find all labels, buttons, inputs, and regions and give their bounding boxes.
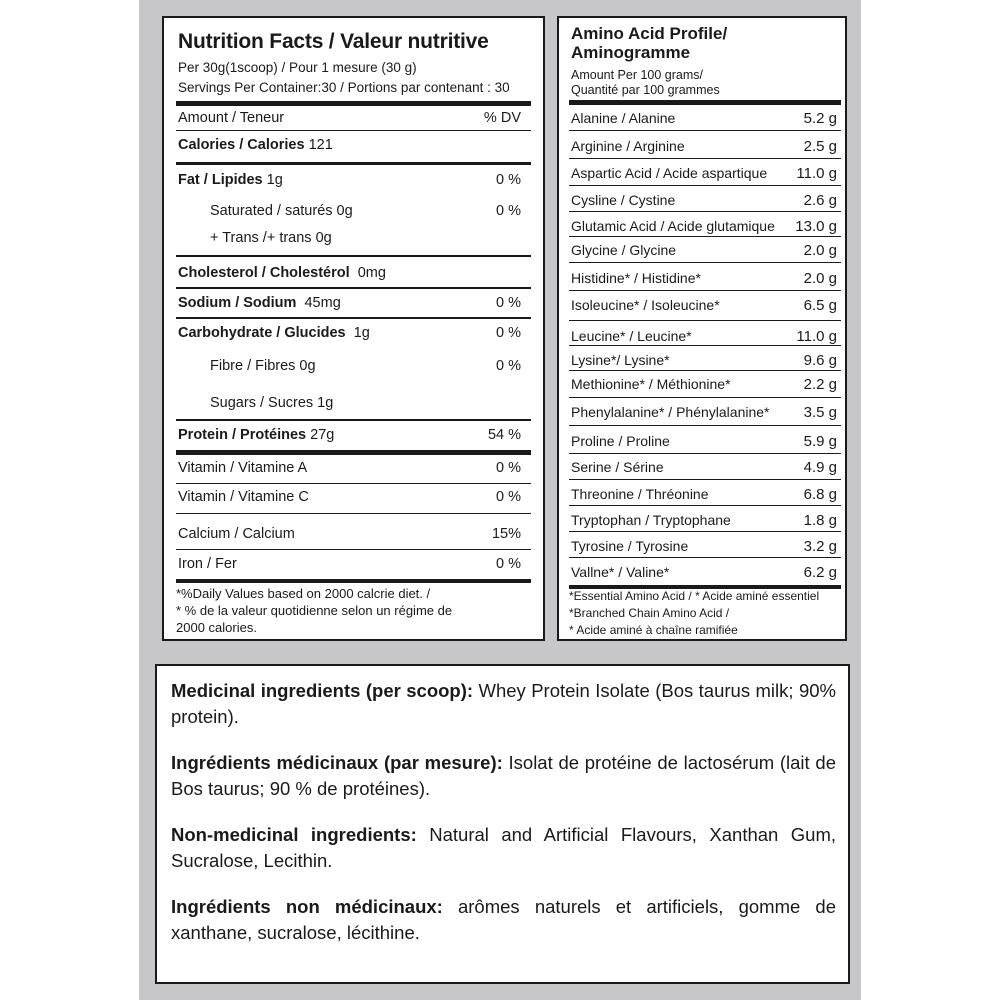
fat-row bbox=[178, 172, 521, 188]
amino-row bbox=[571, 165, 837, 182]
amino-row bbox=[571, 110, 837, 127]
amino-row bbox=[571, 538, 837, 555]
amino-name: Alanine / Alanine bbox=[571, 110, 676, 126]
amino-subtitle-line: Quantité par 100 grammes bbox=[571, 83, 720, 97]
protein-label: Protein / Protéines bbox=[178, 427, 307, 443]
sodium-dv: 0 % bbox=[496, 295, 521, 311]
calcium-row bbox=[178, 526, 521, 542]
rule bbox=[176, 513, 531, 514]
fibre-label: Fibre / Fibres 0g bbox=[210, 358, 316, 374]
amino-name: Threonine / Thréonine bbox=[571, 486, 709, 502]
carb-value: 1g bbox=[353, 325, 370, 341]
protein-dv: 54 % bbox=[487, 427, 521, 443]
iron-dv: 0 % bbox=[496, 556, 521, 572]
amino-row bbox=[571, 270, 837, 287]
rule bbox=[176, 317, 531, 319]
amino-name: Arginine / Arginine bbox=[571, 138, 685, 154]
protein-row bbox=[178, 427, 521, 443]
amino-row bbox=[571, 192, 837, 209]
ingredient-text: Whey Protein Isolate (Bos taurus milk; 90% protein). bbox=[171, 680, 836, 727]
amino-value: 2.0 g bbox=[803, 242, 837, 259]
ingredients-panel bbox=[155, 664, 850, 984]
nutrition-facts-panel bbox=[162, 16, 545, 641]
servings-per-container: Servings Per Container:30 / Portions par contenant : 30 bbox=[178, 80, 510, 95]
amino-name: Phenylalanine* / Phénylalanine* bbox=[571, 404, 770, 420]
amino-name: Vallne* / Valine* bbox=[571, 564, 670, 580]
amino-value: 3.2 g bbox=[803, 538, 837, 555]
amino-row bbox=[571, 459, 837, 476]
amino-name: Aspartic Acid / Acide aspartique bbox=[571, 165, 768, 181]
footnote-line: 2000 calories. bbox=[176, 620, 257, 635]
saturated-label: Saturated / saturés 0g bbox=[210, 203, 353, 219]
rule bbox=[569, 290, 841, 291]
ingredient-label: Ingrédients non médicinaux: bbox=[171, 896, 443, 917]
header-amount: Amount / Teneur bbox=[178, 110, 285, 126]
carb-dv: 0 % bbox=[496, 325, 521, 341]
amino-value: 11.0 g bbox=[796, 165, 837, 182]
footnote-line: *Essential Amino Acid / * Acide aminé essentiel bbox=[569, 589, 820, 603]
header-row bbox=[178, 110, 521, 126]
amino-value: 2.5 g bbox=[803, 138, 837, 155]
amino-row bbox=[571, 433, 837, 450]
amino-value: 2.6 g bbox=[803, 192, 837, 209]
rule bbox=[569, 236, 841, 237]
vita-label: Vitamin / Vitamine A bbox=[178, 460, 308, 476]
amino-subtitle bbox=[571, 68, 720, 98]
amino-name: Methionine* / Méthionine* bbox=[571, 376, 731, 392]
cholesterol-label: Cholesterol / Cholestérol bbox=[178, 265, 350, 281]
header-dv: % DV bbox=[483, 110, 521, 126]
amino-value: 11.0 g bbox=[796, 328, 837, 345]
rule bbox=[569, 479, 841, 480]
rule bbox=[176, 255, 531, 257]
calories-label: Calories / Calories bbox=[178, 137, 305, 153]
amino-value: 13.0 g bbox=[795, 218, 837, 235]
rule bbox=[569, 397, 841, 398]
calories-value: 121 bbox=[308, 137, 333, 153]
ingredient-label: Medicinal ingredients (per scoop): bbox=[171, 680, 474, 701]
calcium-label: Calcium / Calcium bbox=[178, 526, 295, 542]
amino-row bbox=[571, 404, 837, 421]
amino-name: Isoleucine* / Isoleucine* bbox=[571, 297, 720, 313]
iron-row bbox=[178, 556, 521, 572]
amino-value: 6.2 g bbox=[803, 564, 837, 581]
ingredient-label: Non-medicinal ingredients: bbox=[171, 824, 417, 845]
footnote-line: *%Daily Values based on 2000 calcrie diet. / bbox=[176, 586, 431, 601]
rule bbox=[569, 531, 841, 532]
amino-row bbox=[571, 564, 837, 581]
rule bbox=[176, 549, 531, 550]
sugars-row bbox=[210, 395, 521, 411]
amino-title-line: Amino Acid Profile/ bbox=[571, 24, 728, 43]
amino-footnote bbox=[569, 588, 841, 639]
fibre-row bbox=[210, 358, 521, 374]
vitc-dv: 0 % bbox=[496, 489, 521, 505]
amino-name: Glutamic Acid / Acide glutamique bbox=[571, 218, 775, 234]
rule bbox=[569, 185, 841, 186]
medicinal-ingredients-fr bbox=[171, 750, 836, 802]
cholesterol-value: 0mg bbox=[357, 265, 386, 281]
iron-label: Iron / Fer bbox=[178, 556, 237, 572]
rule bbox=[176, 419, 531, 421]
ingredient-text: Natural and Artificial Flavours, Xanthan Gum, Sucralose, Lecithin. bbox=[171, 824, 837, 871]
amino-title-line: Aminogramme bbox=[571, 43, 691, 62]
vitamin-a-row bbox=[178, 460, 521, 476]
footnote-line: *Branched Chain Amino Acid / bbox=[569, 606, 730, 620]
amino-row bbox=[571, 352, 837, 369]
amino-row bbox=[571, 376, 837, 393]
amino-name: Serine / Sérine bbox=[571, 459, 664, 475]
fat-label: Fat / Lipides bbox=[178, 172, 263, 188]
calories-row bbox=[178, 137, 521, 153]
trans-label: + Trans /+ trans 0g bbox=[210, 230, 332, 246]
thick-rule bbox=[176, 450, 531, 455]
rule bbox=[569, 345, 841, 346]
amino-row bbox=[571, 242, 837, 259]
rule bbox=[176, 162, 531, 165]
rule bbox=[569, 425, 841, 426]
nutrition-title: Nutrition Facts / Valeur nutritive bbox=[178, 30, 489, 53]
sodium-label: Sodium / Sodium bbox=[178, 295, 297, 311]
amino-name: Glycine / Glycine bbox=[571, 242, 677, 258]
rule bbox=[569, 370, 841, 371]
amino-name: Proline / Proline bbox=[571, 433, 670, 449]
amino-name: Histidine* / Histidine* bbox=[571, 270, 701, 286]
rule bbox=[569, 158, 841, 159]
ingredient-text: arômes naturels et artificiels, gomme de xanthane, sucralose, lécithine. bbox=[171, 896, 836, 943]
amino-value: 5.2 g bbox=[803, 110, 837, 127]
amino-row bbox=[571, 328, 837, 345]
thick-rule bbox=[569, 100, 841, 105]
rule bbox=[569, 262, 841, 263]
fibre-dv: 0 % bbox=[496, 358, 521, 374]
trans-row bbox=[210, 230, 521, 246]
saturated-dv: 0 % bbox=[496, 203, 521, 219]
thick-rule bbox=[176, 101, 531, 106]
fat-value: 1g bbox=[266, 172, 283, 188]
amino-value: 4.9 g bbox=[803, 459, 837, 476]
amino-row bbox=[571, 512, 837, 529]
vita-dv: 0 % bbox=[496, 460, 521, 476]
medicinal-ingredients-en bbox=[171, 678, 836, 730]
carbohydrate-row bbox=[178, 325, 521, 341]
amino-title bbox=[571, 24, 727, 62]
rule bbox=[569, 453, 841, 454]
amino-row bbox=[571, 138, 837, 155]
amino-acid-panel bbox=[557, 16, 847, 641]
protein-value: 27g bbox=[310, 427, 335, 443]
amino-value: 3.5 g bbox=[803, 404, 837, 421]
amino-value: 2.2 g bbox=[803, 376, 837, 393]
amino-subtitle-line: Amount Per 100 grams/ bbox=[571, 68, 704, 82]
rule bbox=[569, 320, 841, 321]
amino-row bbox=[571, 218, 837, 235]
sodium-value: 45mg bbox=[304, 295, 341, 311]
amino-name: Tryptophan / Tryptophane bbox=[571, 512, 731, 528]
amino-value: 6.5 g bbox=[803, 297, 837, 314]
rule bbox=[569, 130, 841, 131]
sugars-label: Sugars / Sucres 1g bbox=[210, 395, 334, 411]
amino-name: Tyrosine / Tyrosine bbox=[571, 538, 689, 554]
amino-name: Cysline / Cystine bbox=[571, 192, 676, 208]
vitamin-c-row bbox=[178, 489, 521, 505]
sodium-row bbox=[178, 295, 521, 311]
rule bbox=[176, 483, 531, 484]
rule bbox=[176, 130, 531, 131]
rule bbox=[176, 287, 531, 289]
footnote-line: * Acide aminé à chaîne ramifiée bbox=[569, 623, 738, 637]
amino-value: 9.6 g bbox=[803, 352, 837, 369]
non-medicinal-ingredients-en bbox=[171, 822, 836, 874]
ingredient-label: Ingrédients médicinaux (par mesure): bbox=[171, 752, 503, 773]
nutrition-footnote bbox=[176, 585, 535, 636]
serving-size: Per 30g(1scoop) / Pour 1 mesure (30 g) bbox=[178, 60, 417, 75]
calcium-dv: 15% bbox=[491, 526, 521, 542]
saturated-row bbox=[210, 203, 521, 219]
amino-value: 1.8 g bbox=[803, 512, 837, 529]
amino-value: 6.8 g bbox=[803, 486, 837, 503]
ingredient-text: Isolat de protéine de lactosérum (lait de Bos taurus; 90 % de protéines). bbox=[171, 752, 836, 799]
rule bbox=[569, 505, 841, 506]
amino-row bbox=[571, 486, 837, 503]
non-medicinal-ingredients-fr bbox=[171, 894, 836, 946]
amino-value: 5.9 g bbox=[803, 433, 837, 450]
carb-label: Carbohydrate / Glucides bbox=[178, 325, 346, 341]
rule bbox=[569, 211, 841, 212]
fat-dv: 0 % bbox=[496, 172, 521, 188]
thick-rule bbox=[176, 579, 531, 583]
amino-name: Lysine*/ Lysine* bbox=[571, 352, 670, 368]
amino-name: Leucine* / Leucine* bbox=[571, 328, 692, 344]
vitc-label: Vitamin / Vitamine C bbox=[178, 489, 309, 505]
amino-value: 2.0 g bbox=[803, 270, 837, 287]
amino-row bbox=[571, 297, 837, 314]
footnote-line: * % de la valeur quotidienne selon un régime de bbox=[176, 603, 453, 618]
cholesterol-row bbox=[178, 265, 521, 281]
rule bbox=[569, 557, 841, 558]
